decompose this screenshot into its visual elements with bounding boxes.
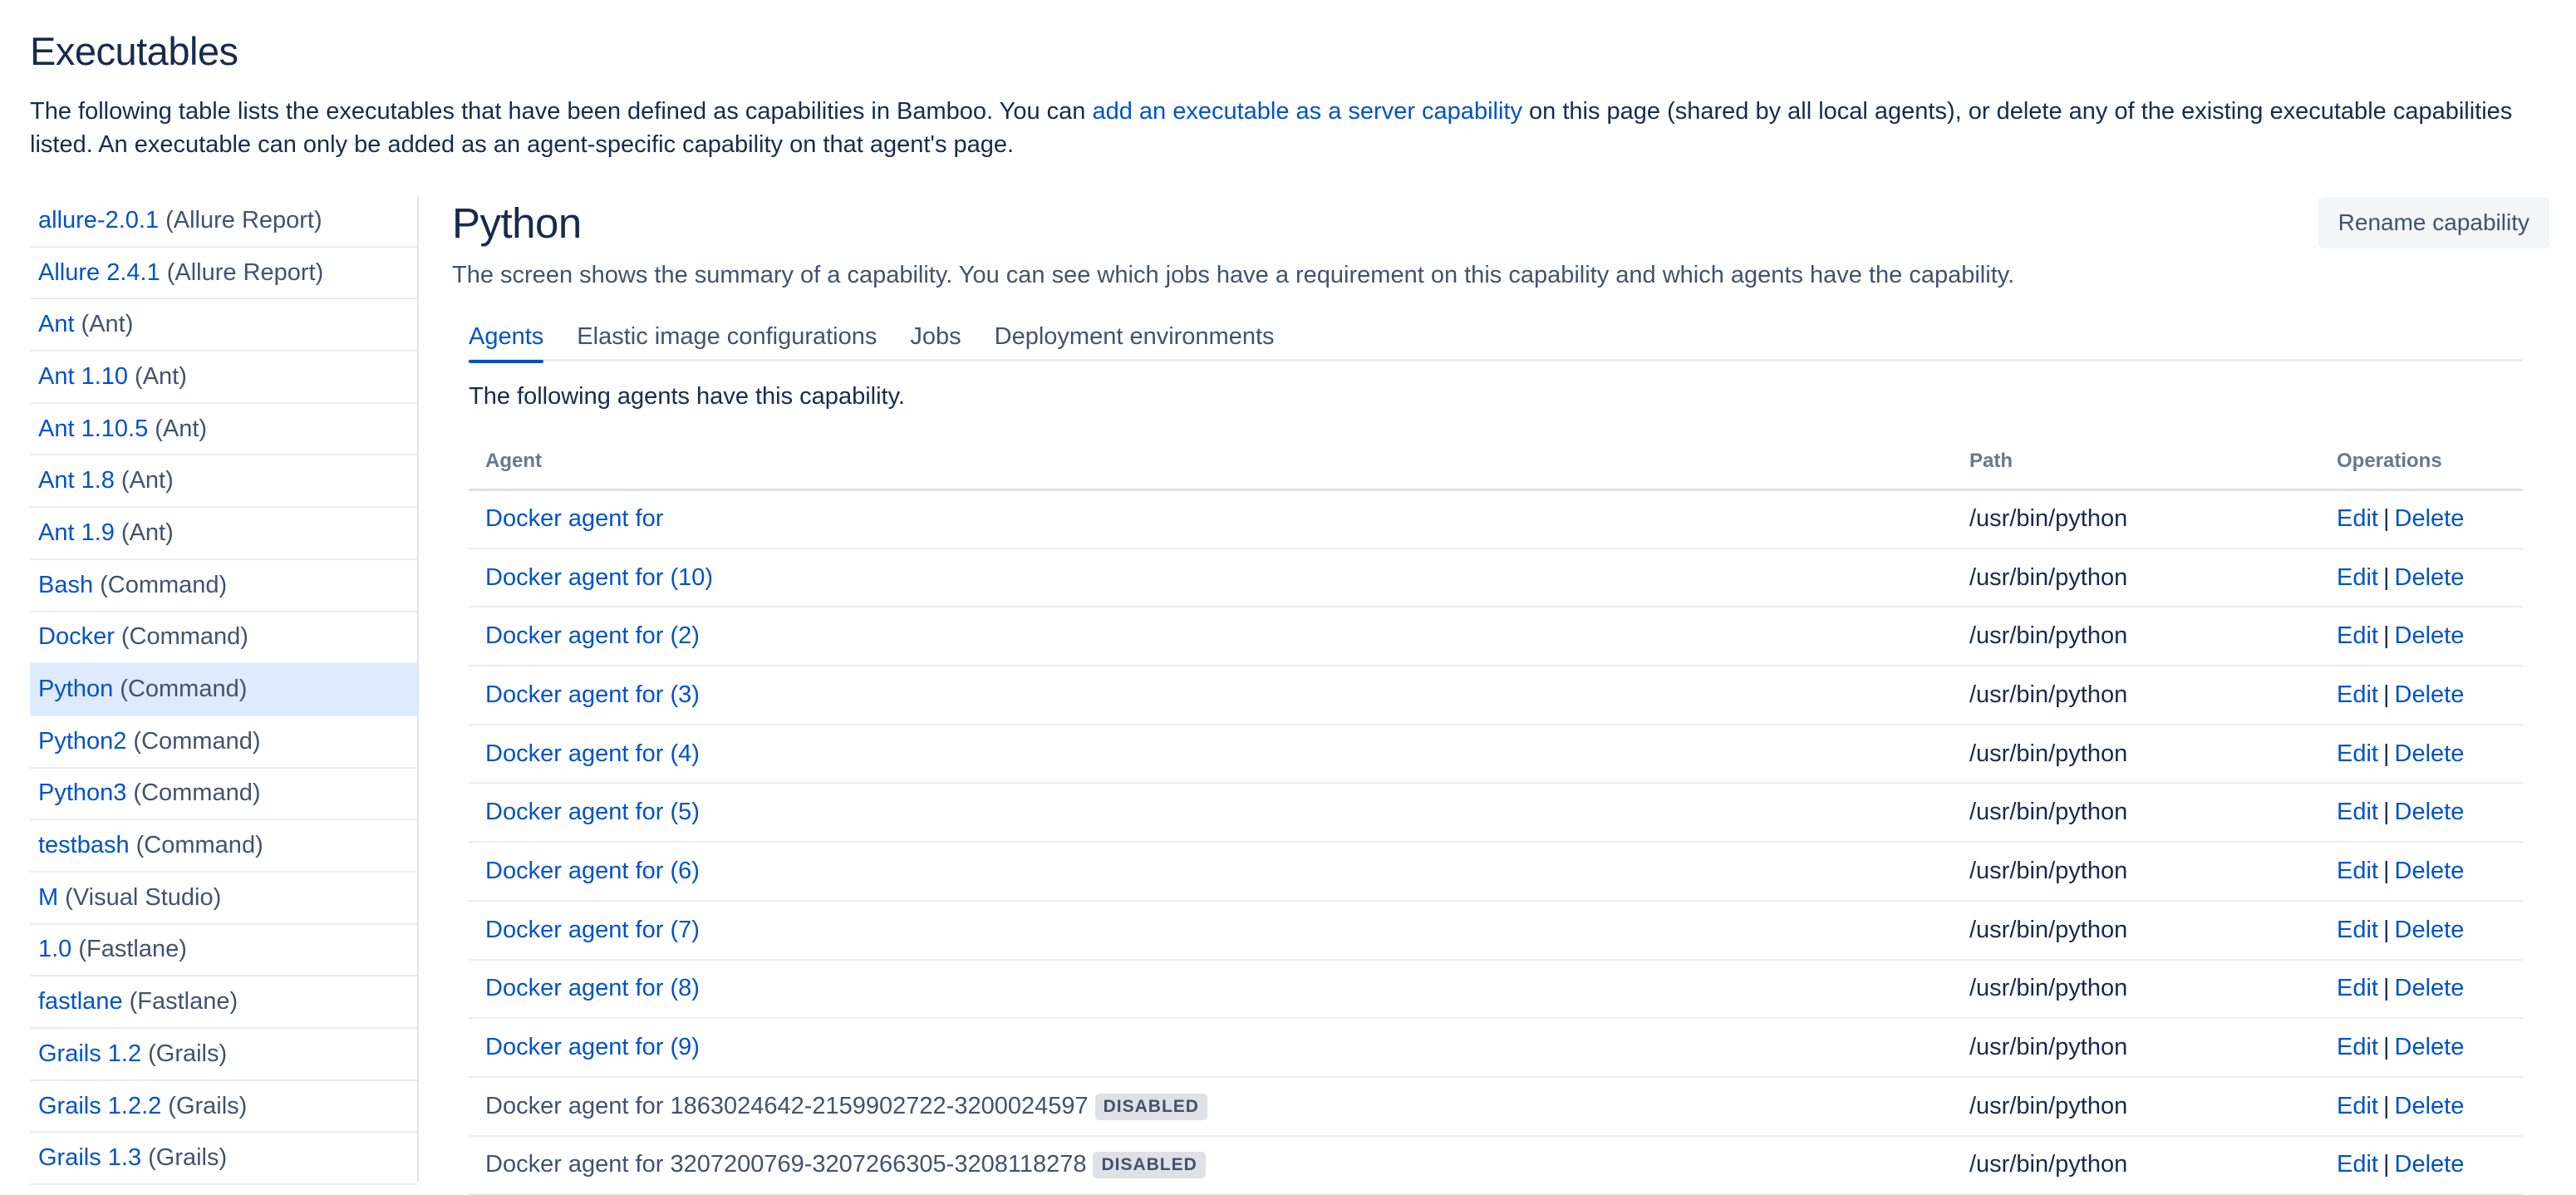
delete-link[interactable]: Delete — [2394, 1151, 2465, 1178]
path-cell: /usr/bin/python — [1953, 548, 2320, 607]
page-title: Executables — [30, 29, 238, 73]
agent-link[interactable]: Docker agent for (5) — [485, 799, 700, 826]
agents-description: The following agents have this capability. — [469, 383, 905, 410]
delete-link[interactable]: Delete — [2394, 799, 2465, 826]
path-cell: /usr/bin/python — [1953, 901, 2320, 960]
sidebar-item-link[interactable]: Ant 1.8 — [38, 467, 115, 494]
agent-cell — [469, 548, 1953, 607]
table-row — [469, 607, 2523, 666]
delete-link[interactable]: Delete — [2394, 740, 2465, 767]
sidebar-item — [30, 248, 417, 300]
sidebar-item — [30, 508, 417, 560]
sidebar-item-link[interactable]: Ant 1.10 — [38, 362, 129, 390]
operations-cell — [2320, 1018, 2523, 1077]
table-row — [469, 1136, 2523, 1195]
path-cell: /usr/bin/python — [1953, 489, 2320, 548]
edit-link[interactable]: Edit — [2337, 916, 2378, 943]
agent-link[interactable]: Docker agent for (3) — [485, 681, 700, 708]
agent-link[interactable]: Docker agent for (2) — [485, 622, 700, 650]
sidebar-item — [30, 820, 417, 873]
table-row — [469, 1077, 2523, 1136]
sidebar-item-link[interactable]: Grails 1.2.2 — [38, 1092, 162, 1119]
table-row — [469, 901, 2523, 960]
sidebar-item-type: (Command) — [135, 832, 263, 859]
delete-link[interactable]: Delete — [2394, 975, 2465, 1002]
delete-link[interactable]: Delete — [2394, 916, 2465, 943]
delete-link[interactable]: Delete — [2394, 1092, 2465, 1119]
operations-separator: | — [2382, 740, 2390, 767]
sidebar-item-link[interactable]: M — [38, 883, 59, 911]
capability-title: Python — [452, 199, 582, 247]
path-cell: /usr/bin/python — [1953, 783, 2320, 842]
operations-cell — [2320, 842, 2523, 901]
operations-cell — [2320, 960, 2523, 1019]
operations-separator: | — [2382, 799, 2390, 826]
edit-link[interactable]: Edit — [2337, 622, 2378, 650]
edit-link[interactable]: Edit — [2337, 975, 2378, 1002]
edit-link[interactable]: Edit — [2337, 563, 2378, 591]
sidebar-item-type: (Ant) — [120, 519, 174, 546]
sidebar-item — [30, 352, 417, 404]
agent-cell — [469, 666, 1953, 725]
sidebar-item-type: (Allure Report) — [165, 206, 322, 234]
sidebar-item-type: (Grails) — [168, 1092, 248, 1119]
path-cell: /usr/bin/python — [1953, 725, 2320, 784]
operations-cell — [2320, 489, 2523, 548]
disabled-badge: DISABLED — [1093, 1152, 1205, 1178]
path-cell: /usr/bin/python — [1953, 1136, 2320, 1195]
path-cell: /usr/bin/python — [1953, 666, 2320, 725]
sidebar-item — [30, 716, 417, 769]
operations-cell — [2320, 1136, 2523, 1195]
edit-link[interactable]: Edit — [2337, 799, 2378, 826]
sidebar-item-type: (Command) — [100, 571, 228, 598]
agents-table — [469, 435, 2523, 1195]
agent-cell — [469, 1136, 1953, 1195]
column-header-agent: Agent — [469, 435, 1953, 489]
table-row — [469, 725, 2523, 784]
sidebar-item — [30, 404, 417, 456]
sidebar-item-link[interactable]: Grails 1.2 — [38, 1040, 142, 1067]
sidebar-item-type: (Command) — [133, 779, 261, 807]
edit-link[interactable]: Edit — [2337, 1151, 2378, 1178]
agent-cell — [469, 783, 1953, 842]
sidebar-item-type: (Ant) — [135, 362, 187, 390]
tab-agents[interactable]: Agents — [469, 312, 543, 361]
sidebar-item-link[interactable]: Grails 1.3 — [38, 1144, 142, 1172]
sidebar-item — [30, 455, 417, 508]
operations-separator: | — [2382, 622, 2390, 650]
sidebar-item-link[interactable]: allure-2.0.1 — [38, 206, 160, 234]
agent-cell — [469, 1018, 1953, 1077]
edit-link[interactable]: Edit — [2337, 740, 2378, 767]
sidebar-item-link[interactable]: Bash — [38, 571, 94, 598]
table-header-row — [469, 435, 2523, 489]
sidebar-item — [30, 1081, 417, 1134]
sidebar-item — [30, 612, 417, 665]
sidebar-item-link[interactable]: Ant 1.10.5 — [38, 415, 149, 442]
tab-jobs[interactable]: Jobs — [910, 323, 961, 350]
disabled-badge: DISABLED — [1095, 1094, 1207, 1120]
agent-link[interactable]: Docker agent for (10) — [485, 563, 714, 591]
sidebar-item-link[interactable]: Python3 — [38, 779, 127, 807]
table-row — [469, 842, 2523, 901]
edit-link[interactable]: Edit — [2337, 505, 2378, 533]
sidebar-item — [30, 1029, 417, 1081]
sidebar-item-link[interactable]: Python — [38, 676, 114, 703]
agent-cell — [469, 489, 1953, 548]
edit-link[interactable]: Edit — [2337, 857, 2378, 884]
add-server-capability-link[interactable]: add an executable as a server capability — [1092, 98, 1522, 125]
agent-cell — [469, 1077, 1953, 1136]
operations-separator: | — [2382, 1151, 2390, 1178]
path-cell: /usr/bin/python — [1953, 607, 2320, 666]
sidebar-item-type: (Allure Report) — [166, 258, 324, 286]
edit-link[interactable]: Edit — [2337, 681, 2378, 708]
path-cell: /usr/bin/python — [1953, 1077, 2320, 1136]
sidebar-item — [30, 976, 417, 1029]
sidebar-item-type: (Command) — [120, 623, 248, 651]
agent-link[interactable]: Docker agent for (6) — [485, 857, 700, 884]
agent-link[interactable]: Docker agent for (9) — [485, 1034, 700, 1061]
sidebar-item-link[interactable]: Docker — [38, 623, 115, 651]
sidebar-item — [30, 560, 417, 612]
rename-capability-button[interactable]: Rename capability — [2318, 197, 2549, 248]
sidebar-item-link[interactable]: Ant 1.9 — [38, 519, 115, 546]
operations-separator: | — [2382, 857, 2390, 884]
path-cell: /usr/bin/python — [1953, 842, 2320, 901]
sidebar-item-type: (Grails) — [148, 1040, 228, 1067]
operations-cell — [2320, 1077, 2523, 1136]
disabled-agent-name: Docker agent for 1863024642-2159902722-3200024597 — [485, 1092, 1089, 1119]
operations-cell — [2320, 666, 2523, 725]
table-row — [469, 1018, 2523, 1077]
operations-separator: | — [2382, 1034, 2390, 1061]
agent-cell — [469, 842, 1953, 901]
sidebar-item-type: (Ant) — [81, 311, 134, 338]
column-header-path: Path — [1953, 435, 2320, 489]
agent-link[interactable]: Docker agent for (4) — [485, 740, 700, 767]
capability-sidebar — [30, 195, 419, 1182]
sidebar-item-type: (Fastlane) — [129, 988, 238, 1016]
intro-text-end: on this page (shared by all local agents), or delete any of the existing executable capabilities listed. An executable can only be added as an agent-specific capability on that agent's page. — [30, 98, 2513, 158]
sidebar-item — [30, 299, 417, 352]
agent-link[interactable]: Docker agent for (7) — [485, 916, 700, 943]
sidebar-item — [30, 873, 417, 925]
operations-cell — [2320, 725, 2523, 784]
agent-cell — [469, 960, 1953, 1019]
sidebar-item-link[interactable]: Python2 — [38, 727, 127, 755]
sidebar-item — [30, 1133, 417, 1185]
agent-link[interactable]: Docker agent for (8) — [485, 975, 700, 1002]
table-row — [469, 548, 2523, 607]
agent-link[interactable]: Docker agent for — [485, 505, 664, 533]
capability-summary: The screen shows the summary of a capability. You can see which jobs have a requirement on this capability and which agents have the capability. — [452, 262, 2015, 288]
sidebar-item-type: (Command) — [120, 676, 248, 703]
operations-separator: | — [2382, 505, 2390, 533]
intro-text-start: The following table lists the executables that have been defined as capabilities in Bamboo. You can — [30, 98, 1093, 125]
sidebar-item-type: (Ant) — [155, 415, 208, 442]
sidebar-item-type: (Command) — [133, 727, 261, 755]
edit-link[interactable]: Edit — [2337, 1034, 2378, 1061]
tab-deployment-environments[interactable]: Deployment environments — [994, 323, 1275, 350]
agent-cell — [469, 607, 1953, 666]
operations-separator: | — [2382, 1092, 2390, 1119]
delete-link[interactable]: Delete — [2394, 563, 2465, 591]
sidebar-item-type: (Ant) — [120, 467, 174, 494]
sidebar-item-link[interactable]: 1.0 — [38, 936, 72, 963]
path-cell: /usr/bin/python — [1953, 960, 2320, 1019]
sidebar-item-link[interactable]: fastlane — [38, 988, 123, 1016]
table-row — [469, 489, 2523, 548]
column-header-operations: Operations — [2320, 435, 2523, 489]
sidebar-item-link[interactable]: Allure 2.4.1 — [38, 258, 160, 286]
disabled-agent-name: Docker agent for 3207200769-3207266305-3208118278 — [485, 1151, 1087, 1178]
operations-separator: | — [2382, 563, 2390, 591]
sidebar-item-link[interactable]: testbash — [38, 832, 130, 859]
delete-link[interactable]: Delete — [2394, 505, 2465, 533]
agent-cell — [469, 901, 1953, 960]
table-row — [469, 960, 2523, 1019]
operations-separator: | — [2382, 681, 2390, 708]
operations-cell — [2320, 901, 2523, 960]
sidebar-item — [30, 195, 417, 248]
edit-link[interactable]: Edit — [2337, 1092, 2378, 1119]
operations-cell — [2320, 783, 2523, 842]
operations-separator: | — [2382, 916, 2390, 943]
page-intro — [30, 95, 2556, 161]
sidebar-item — [30, 769, 417, 821]
operations-cell — [2320, 548, 2523, 607]
agent-cell — [469, 725, 1953, 784]
delete-link[interactable]: Delete — [2394, 857, 2465, 884]
sidebar-item-type: (Visual Studio) — [65, 883, 222, 911]
delete-link[interactable]: Delete — [2394, 622, 2465, 650]
path-cell: /usr/bin/python — [1953, 1018, 2320, 1077]
table-row — [469, 666, 2523, 725]
operations-cell — [2320, 607, 2523, 666]
sidebar-item-link[interactable]: Ant — [38, 311, 75, 338]
sidebar-item — [30, 925, 417, 977]
capability-tabs — [469, 312, 2523, 361]
sidebar-item-type: (Fastlane) — [78, 936, 187, 963]
sidebar-item-selected — [30, 664, 417, 716]
sidebar-item-type: (Grails) — [148, 1144, 228, 1172]
operations-separator: | — [2382, 975, 2390, 1002]
table-row — [469, 783, 2523, 842]
tab-elastic-image-configurations[interactable]: Elastic image configurations — [577, 323, 878, 350]
delete-link[interactable]: Delete — [2394, 1034, 2465, 1061]
delete-link[interactable]: Delete — [2394, 681, 2465, 708]
